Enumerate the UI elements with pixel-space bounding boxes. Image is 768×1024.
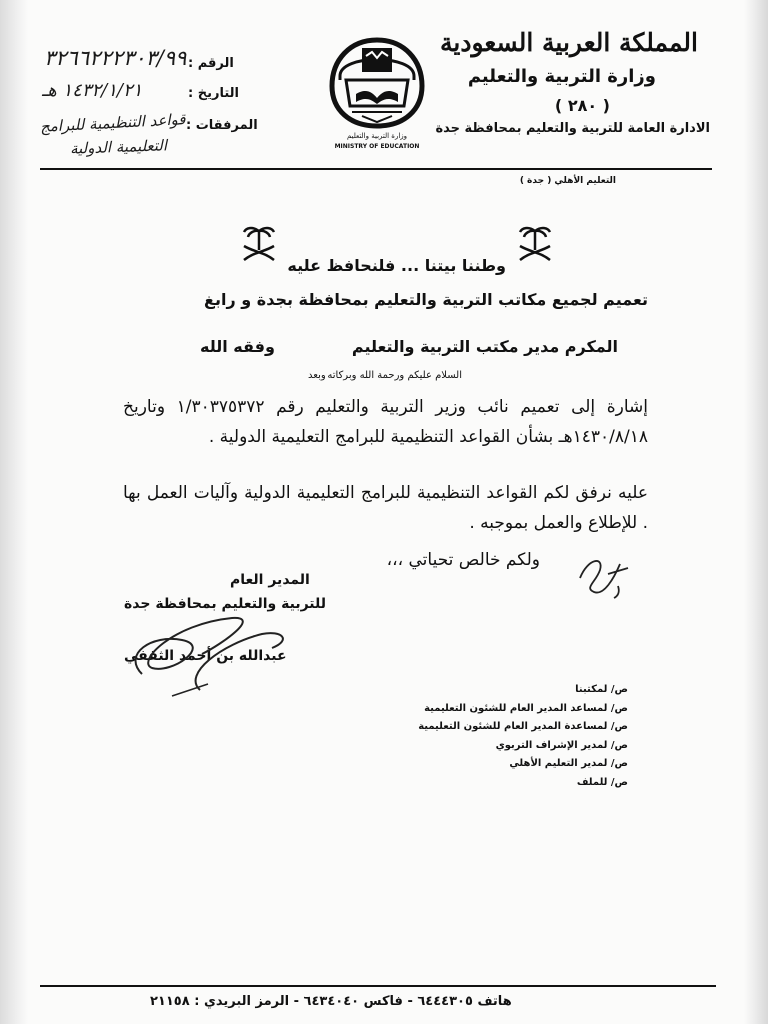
attachments-value-line1: قواعد التنظيمية للبرامج	[39, 110, 186, 136]
palm-swords-icon	[240, 222, 278, 266]
closing-line: ولكم خالص تحياتي ،،،	[386, 550, 540, 570]
footer-divider	[40, 985, 716, 987]
copy-recipient: ص/ للملف	[576, 777, 628, 788]
reference-label: الرقم :	[188, 56, 234, 71]
signatory-department: للتربية والتعليم بمحافظة جدة	[124, 596, 326, 612]
logo-english-text: MINISTRY OF EDUCATION	[334, 143, 420, 150]
attachments-value-line2: التعليمية الدولية	[69, 136, 168, 158]
greeting-after: وبعد	[308, 370, 326, 381]
body-paragraph-2: عليه نرفق لكم القواعد التنظيمية للبرامج التعليمية الدولية وآليات العمل بها . للإطلاع والعمل بموجبه .	[123, 483, 648, 533]
kingdom-title: المملكة العربية السعودية	[439, 28, 698, 57]
attachments-label: المرفقات :	[186, 118, 258, 133]
copy-recipient: ص/ لمدير الإشراف التربوي	[495, 740, 628, 751]
national-slogan: وطننا بيتنا ... فلنحافظ عليه	[287, 256, 506, 275]
addressee-closing: وفقه الله	[200, 337, 275, 356]
footer-contact: هاتف ٦٤٤٤٣٠٥ - فاكس ٦٤٣٤٠٤٠ - الرمز البريدي : ٢١١٥٨	[150, 994, 512, 1009]
department-label: التعليم الأهلي ( جدة )	[519, 176, 616, 186]
circular-title: تعميم لجميع مكاتب التربية والتعليم بمحافظة بجدة و رابغ	[204, 290, 648, 309]
ministry-logo	[322, 36, 432, 152]
ministry-number: ( ٢٨٠ )	[554, 96, 610, 115]
date-value: ١٤٣٢/١/٢١ هـ	[42, 80, 143, 101]
scan-shadow-right	[744, 0, 768, 1024]
addressee: المكرم مدير مكتب التربية والتعليم	[351, 337, 618, 356]
body-paragraph-1: إشارة إلى تعميم نائب وزير التربية والتعليم رقم ١/٣٠٣٧٥٣٧٢ وتاريخ ١٤٣٠/٨/١٨هـ بشأن القواعد التنظيمية للبرامج التعليمية الدولية .	[123, 397, 648, 447]
header-divider	[40, 168, 712, 170]
greeting: السلام عليكم ورحمة الله وبركاته	[327, 370, 462, 381]
ministry-name: وزارة التربية والتعليم	[467, 66, 656, 87]
initials-signature	[574, 548, 634, 602]
scan-shadow-left	[0, 0, 28, 1024]
copy-recipient: ص/ لمدير التعليم الأهلي	[509, 758, 628, 769]
administration-name: الادارة العامة للتربية والتعليم بمحافظة جدة	[435, 121, 710, 136]
handwritten-signature	[112, 604, 312, 700]
copy-recipient: ص/ لمساعد المدير العام للشئون التعليمية	[424, 703, 628, 714]
signatory-name: عبدالله بن أحمد الثقفي	[124, 648, 287, 664]
signatory-title: المدير العام	[230, 572, 310, 588]
copy-recipient: ص/ لمساعدة المدير العام للشئون التعليمية	[418, 721, 628, 732]
logo-arabic-text: وزارة التربية والتعليم	[346, 132, 408, 140]
palm-swords-icon	[516, 222, 554, 266]
reference-value: ٣٢٦٦٢٢٢٣٠٣/٩٩	[44, 46, 187, 70]
date-label: التاريخ :	[188, 86, 239, 101]
copy-recipient: ص/ لمكتبنا	[575, 684, 628, 695]
